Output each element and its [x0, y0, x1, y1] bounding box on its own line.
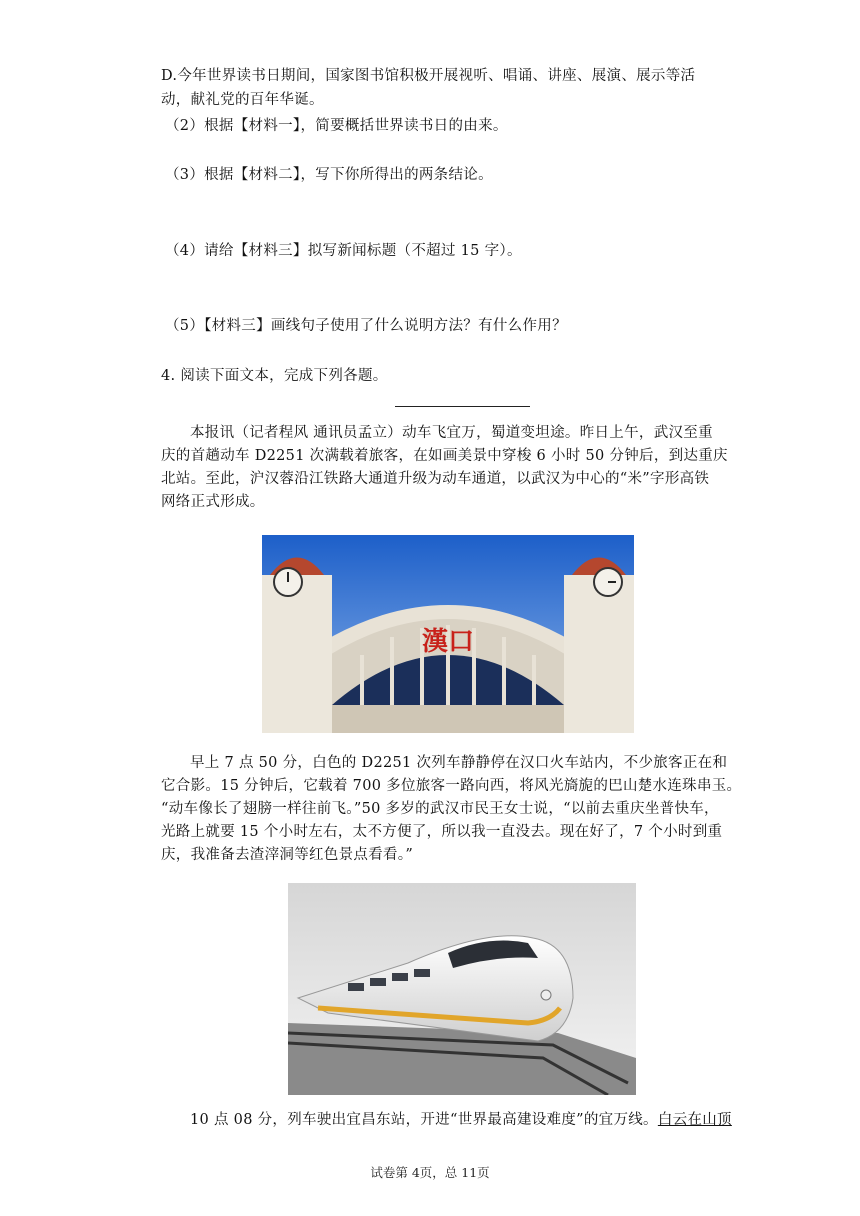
para3-text: 10 点 08 分，列车驶出宜昌东站，开进“世界最高建设难度”的宜万线。 [190, 1112, 658, 1128]
option-d-line-1: D.今年世界读书日期间，国家图书馆积极开展视听、唱诵、讲座、展演、展示等活 [161, 68, 696, 84]
station-sign: 漢口 [421, 627, 475, 657]
option-d-line-2: 动，献礼党的百年华诞。 [161, 92, 324, 108]
para1-line-3: 北站。至此，沪汉蓉沿江铁路大通道升级为动车通道，以武汉为中心的“米”字形高铁 [161, 471, 710, 487]
bullet-train-photo [288, 883, 636, 1095]
question-5: （5）【材料三】画线句子使用了什么说明方法？有什么作用？ [165, 318, 567, 334]
para1-line-4: 网络正式形成。 [161, 494, 265, 510]
question-4: （4）请给【材料三】拟写新闻标题（不超过 15 字）。 [165, 243, 522, 259]
hankou-station-photo [262, 535, 634, 733]
para1-line-2: 庆的首趟动车 D2251 次满载着旅客，在如画美景中穿梭 6 小时 50 分钟后，到达重庆 [161, 448, 728, 464]
para2-line-2: 它合影。15 分钟后，它载着 700 多位旅客一路向西，将风光旖旎的巴山楚水连珠串玉。 [161, 778, 742, 794]
para2-line-4: 光路上就要 15 个小时左右，太不方便了，所以我一直没去。现在好了，7 个小时到重 [161, 824, 723, 840]
underlined-sentence: 白云在山顶 [657, 1112, 732, 1128]
para2-line-3: “动车像长了翅膀一样往前飞。”50 多岁的武汉市民王女士说，“以前去重庆坐普快车， [161, 801, 719, 817]
para2-line-1: 早上 7 点 50 分，白色的 D2251 次列车静静停在汉口火车站内，不少旅客正在和 [190, 755, 728, 771]
title-blank-line [395, 404, 530, 407]
question-2: （2）根据【材料一】，简要概括世界读书日的由来。 [165, 118, 508, 134]
question-3: （3）根据【材料二】，写下你所得出的两条结论。 [165, 167, 493, 183]
para2-line-5: 庆，我准备去渣滓洞等红色景点看看。” [161, 847, 414, 863]
page-footer: 试卷第 4页，总 11页 [370, 1165, 490, 1180]
para1-line-1: 本报讯（记者程风 通讯员孟立）动车飞宜万，蜀道变坦途。昨日上午，武汉至重 [190, 425, 713, 441]
para3-line-1 [190, 1110, 732, 1130]
question-4-heading: 4. 阅读下面文本，完成下列各题。 [161, 368, 388, 384]
